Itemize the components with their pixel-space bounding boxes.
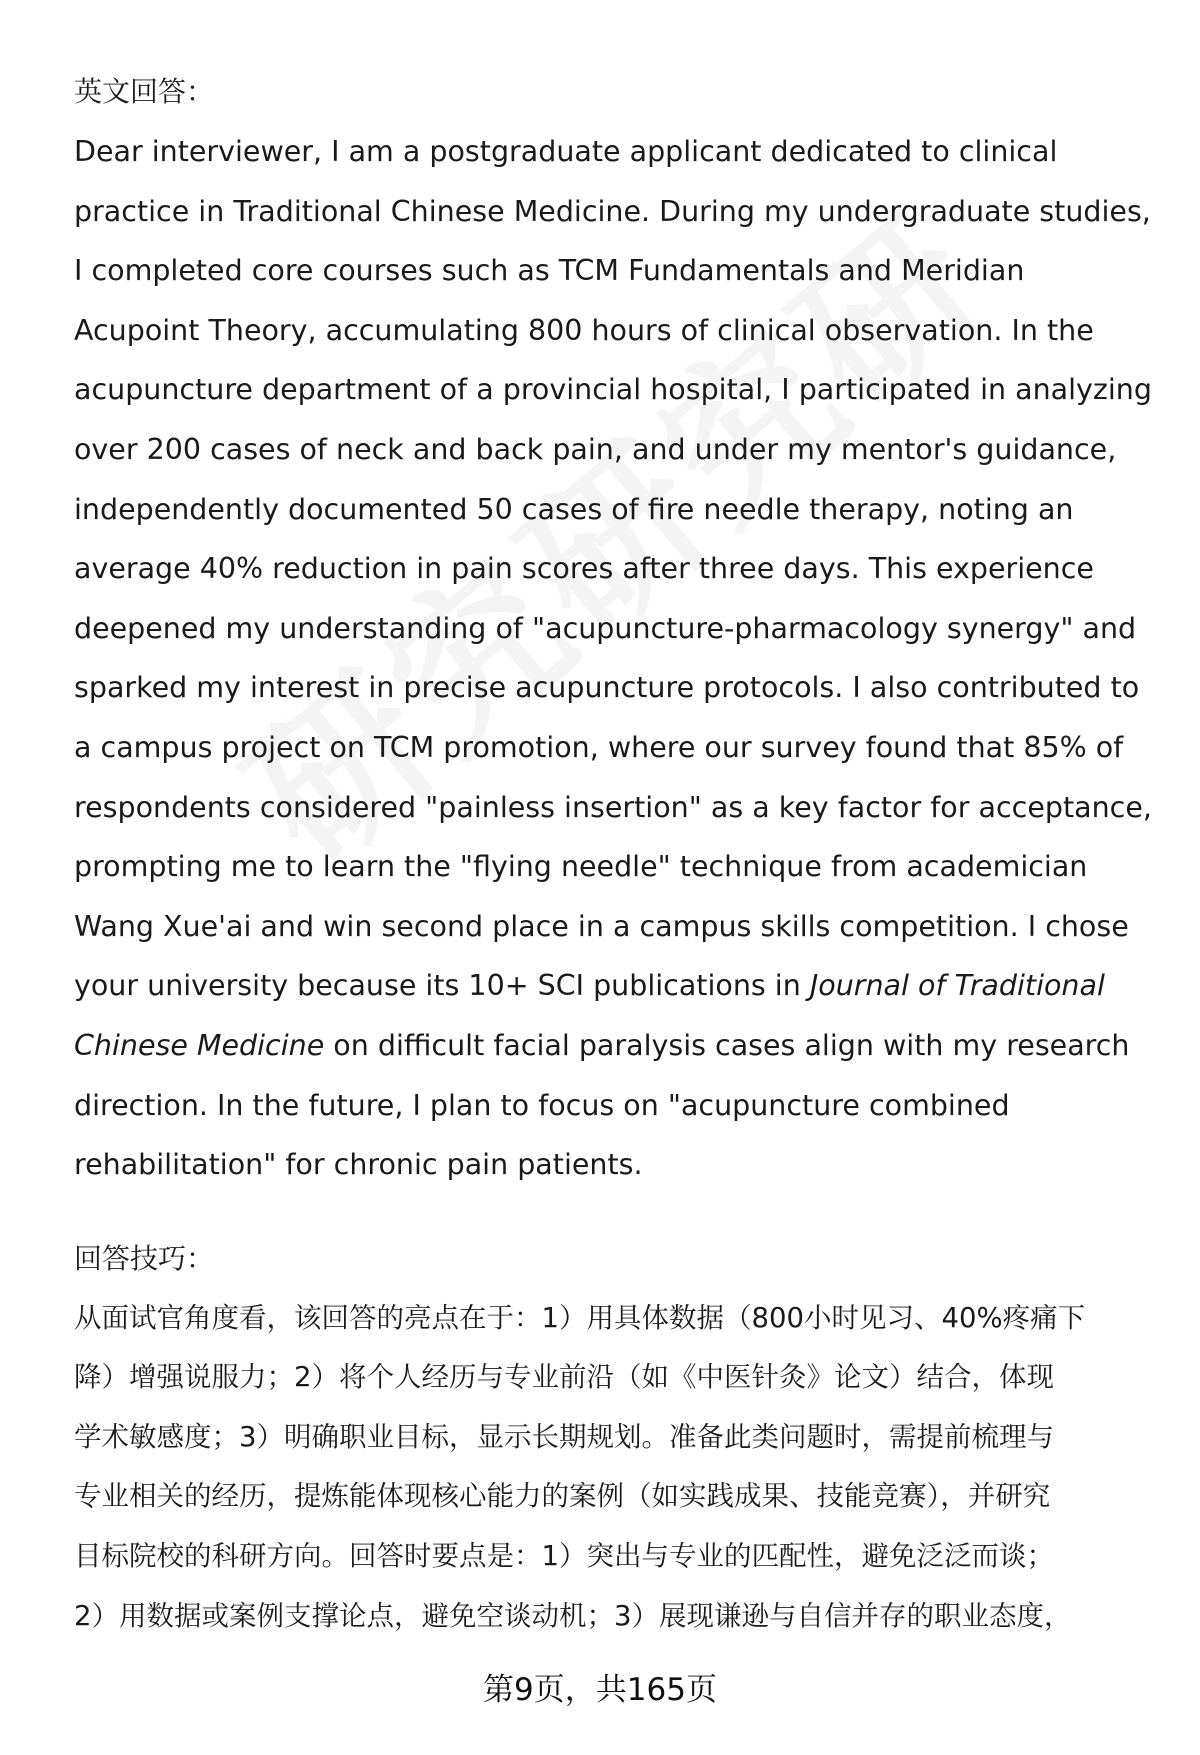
answer-line: average 40% reduction in pain scores after three days. This experience xyxy=(74,552,1094,586)
answer-line: deepened my understanding of "acupuncture-pharmacology synergy" and xyxy=(74,611,1137,645)
section-spacer xyxy=(74,1195,1154,1229)
english-answer-body xyxy=(74,122,1154,1195)
answer-line: prompting me to learn the "flying needle" technique from academician xyxy=(74,850,1088,884)
answer-line: acupuncture department of a provincial hospital, I participated in analyzing xyxy=(74,373,1152,407)
tips-line: 2）用数据或案例支撑论点，避免空谈动机；3）展现谦逊与自信并存的职业态度， xyxy=(74,1599,1072,1632)
answer-line xyxy=(74,956,1154,1016)
tips-line: 降）增强说服力；2）将个人经历与专业前沿（如《中医针灸》论文）结合，体现 xyxy=(74,1361,1054,1394)
tips-line: 学术敏感度；3）明确职业目标，显示长期规划。准备此类问题时，需提前梳理与 xyxy=(74,1420,1054,1453)
answer-line xyxy=(74,1016,1154,1076)
answer-line: independently documented 50 cases of fire needle therapy, noting an xyxy=(74,492,1074,526)
answer-line: sparked my interest in precise acupuncture protocols. I also contributed to xyxy=(74,671,1140,705)
tips-line: 从面试官角度看，该回答的亮点在于：1）用具体数据（800小时见习、40%疼痛下 xyxy=(74,1301,1086,1334)
journal-title: Journal of Traditional xyxy=(809,969,1105,1003)
page-number: 第9页，共165页 xyxy=(483,1672,717,1708)
tips-body xyxy=(74,1289,1154,1647)
answer-line: respondents considered "painless insertion" as a key factor for acceptance, xyxy=(74,790,1152,824)
answer-line-text: on difficult facial paralysis cases align with my research xyxy=(324,1028,1130,1062)
answer-line: rehabilitation" for chronic pain patients. xyxy=(74,1148,643,1182)
answer-line: I completed core courses such as TCM Fundamentals and Meridian xyxy=(74,254,1025,288)
answer-line: a campus project on TCM promotion, where our survey found that 85% of xyxy=(74,730,1124,764)
answer-line: over 200 cases of neck and back pain, and under my mentor's guidance, xyxy=(74,432,1117,466)
answer-line-text: your university because its 10+ SCI publications in xyxy=(74,969,810,1003)
answer-line: practice in Traditional Chinese Medicine. During my undergraduate studies, xyxy=(74,194,1151,228)
page-content xyxy=(74,62,1154,1646)
tips-line: 专业相关的经历，提炼能体现核心能力的案例（如实践成果、技能竞赛），并研究 xyxy=(74,1480,1051,1513)
english-answer-heading: 英文回答： xyxy=(74,75,215,108)
answer-line: Dear interviewer, I am a postgraduate applicant dedicated to clinical xyxy=(74,135,1058,168)
journal-title: Chinese Medicine xyxy=(74,1028,325,1062)
answer-line: direction. In the future, I plan to focus on "acupuncture combined xyxy=(74,1088,1010,1122)
tips-line: 目标院校的科研方向。回答时要点是：1）突出与专业的匹配性，避免泛泛而谈； xyxy=(74,1540,1054,1573)
answer-line: Wang Xue'ai and win second place in a campus skills competition. I chose xyxy=(74,909,1129,943)
answer-line: Acupoint Theory, accumulating 800 hours of clinical observation. In the xyxy=(74,313,1094,347)
tips-heading: 回答技巧： xyxy=(74,1241,215,1275)
